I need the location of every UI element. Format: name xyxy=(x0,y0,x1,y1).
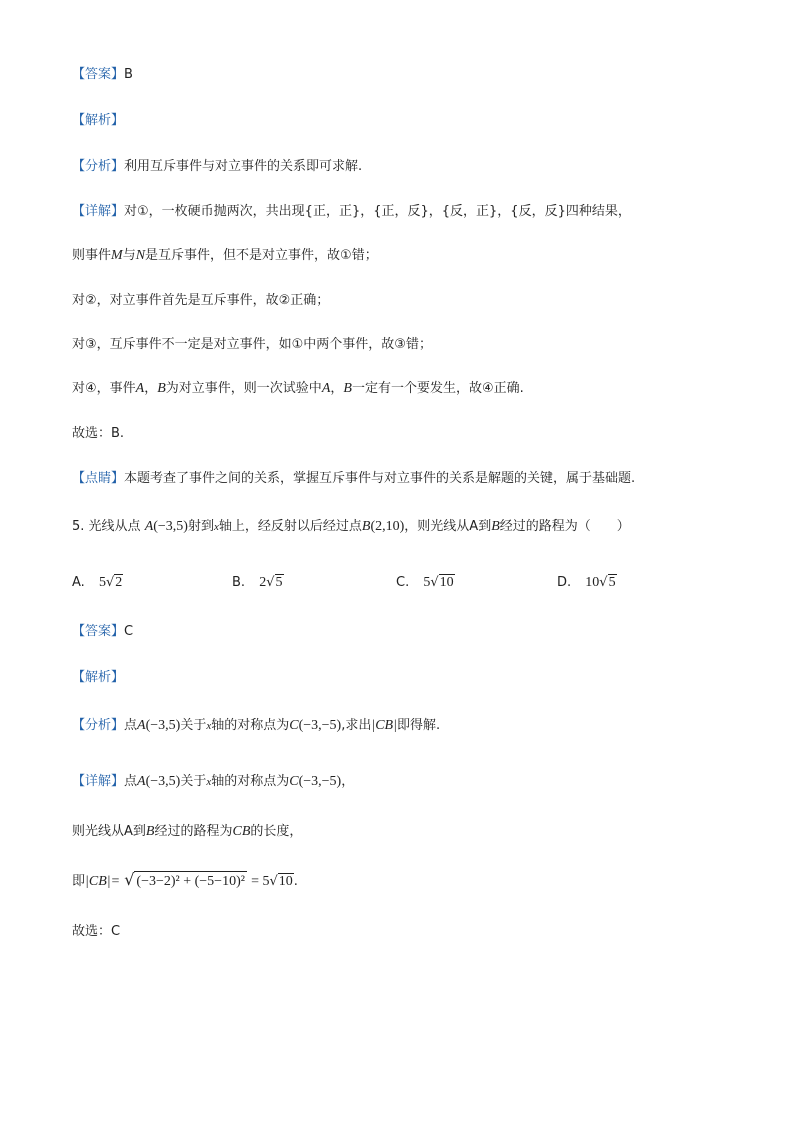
math-var: B xyxy=(343,381,352,396)
q4-xiangjie-line1 xyxy=(72,202,631,222)
text: 轴的对称点为 xyxy=(211,718,290,733)
math-var: A xyxy=(321,381,331,396)
option-coef: 2 xyxy=(259,575,267,590)
xiangjie-text: 对①，一枚硬币抛两次，共出现{正，正}，{正，反}，{反，正}，{反，反}四种结果， xyxy=(124,204,631,219)
q5-fenxi xyxy=(72,716,440,736)
option-label: C. xyxy=(396,575,410,590)
q4-xiangjie-line2 xyxy=(72,246,378,266)
text: 经过的路程为 xyxy=(154,824,233,839)
text: 与 xyxy=(122,248,136,263)
q5-answer xyxy=(72,622,133,642)
text: 则光线从A到 xyxy=(72,824,146,839)
text: 关于 xyxy=(180,774,207,789)
q4-jiexi xyxy=(72,111,124,131)
sqrt-icon: √ xyxy=(269,874,278,889)
option-coef: 5 xyxy=(98,575,106,590)
option-label: A. xyxy=(72,575,85,590)
q4-fenxi xyxy=(72,157,362,177)
sqrt-icon: √ xyxy=(430,575,439,590)
option-a[interactable] xyxy=(72,573,123,593)
math-result-radicand: 10 xyxy=(278,874,293,889)
math-var: A xyxy=(135,381,145,396)
option-radicand: 10 xyxy=(439,575,454,590)
q4-guxuan xyxy=(72,424,124,444)
text: 轴的对称点为 xyxy=(211,774,290,789)
text: 对②，对立事件首先是互斥事件，故②正确； xyxy=(72,293,330,308)
text: 对④，事件 xyxy=(72,381,136,396)
math-var: C xyxy=(289,774,299,789)
option-coef: 10 xyxy=(585,575,600,590)
q4-answer xyxy=(72,65,133,85)
text: 5. 光线从点 xyxy=(72,519,141,534)
q4-xiangjie-line3 xyxy=(72,291,329,311)
answer-tag: 【答案】 xyxy=(72,67,125,82)
option-radicand: 2 xyxy=(115,575,123,590)
math-radicand: (−3−2)² + (−5−10)² xyxy=(134,871,247,892)
text: 射到 xyxy=(187,519,214,534)
text: 对③，互斥事件不一定是对立事件，如①中两个事件，故③错； xyxy=(72,337,432,352)
text: 点 xyxy=(124,718,138,733)
math-var: x xyxy=(206,776,212,788)
text: 经过的路程为（ ） xyxy=(499,519,630,534)
math-var: A xyxy=(137,774,146,789)
math-var: B xyxy=(145,824,155,839)
math-coord: (−3,5) xyxy=(145,774,181,789)
q4-dianjing xyxy=(72,469,635,489)
xiangjie-tag: 【详解】 xyxy=(72,204,125,219)
text: 故选：C xyxy=(72,924,121,939)
text: 一定有一个要发生，故④正确. xyxy=(351,381,524,396)
option-d[interactable] xyxy=(557,573,617,593)
jiexi-tag: 【解析】 xyxy=(72,670,125,685)
math-var: A xyxy=(144,519,154,534)
math-var: x xyxy=(214,521,219,533)
math-coord: (−3,−5) xyxy=(298,774,342,789)
answer-value: C xyxy=(124,624,134,639)
text: . xyxy=(293,874,298,889)
math-var: CB xyxy=(232,824,251,839)
option-radicand: 5 xyxy=(275,575,283,590)
jiexi-tag: 【解析】 xyxy=(72,113,125,128)
q5-xiangjie-line1 xyxy=(72,772,354,792)
text: 是互斥事件，但不是对立事件，故①错； xyxy=(145,248,378,263)
math-var: N xyxy=(135,248,146,263)
math-coord: (−3,−5) xyxy=(298,718,342,733)
q5-guxuan xyxy=(72,922,120,942)
sqrt-icon: √ xyxy=(105,575,115,590)
math-result-coef: = 5 xyxy=(251,874,270,889)
text: 则事件 xyxy=(72,248,112,263)
math-var: C xyxy=(289,718,299,733)
text: ， xyxy=(341,774,355,789)
q5-xiangjie-line2 xyxy=(72,822,302,842)
option-b[interactable] xyxy=(232,573,284,593)
text: 的长度， xyxy=(250,824,303,839)
option-coef: 5 xyxy=(423,575,431,590)
q4-xiangjie-line4 xyxy=(72,335,432,355)
text: 故选：B. xyxy=(72,426,125,441)
answer-tag: 【答案】 xyxy=(72,624,125,639)
math-var: x xyxy=(206,720,212,732)
dianjing-text: 本题考查了事件之间的关系，掌握互斥事件与对立事件的关系是解题的关键，属于基础题. xyxy=(124,471,636,486)
sqrt-icon: √ xyxy=(124,870,135,889)
math-var: M xyxy=(111,248,123,263)
text: ,求出 xyxy=(341,718,372,733)
text: 即 xyxy=(72,874,86,889)
sqrt-icon: √ xyxy=(266,575,275,590)
option-radicand: 5 xyxy=(608,575,616,590)
text: ，则光线从A到 xyxy=(404,519,492,534)
sqrt-icon: √ xyxy=(599,575,608,590)
option-c[interactable] xyxy=(396,573,455,593)
math-var: B xyxy=(157,381,166,396)
math-expr: |CB| xyxy=(371,718,397,733)
q5-xiangjie-line3 xyxy=(72,870,298,892)
math-expr: |CB|= xyxy=(85,874,121,889)
math-var: B xyxy=(491,519,500,534)
math-coord: (−3,5) xyxy=(153,519,188,534)
option-label: B. xyxy=(232,575,246,590)
option-label: D. xyxy=(557,575,572,590)
text: ， xyxy=(330,381,344,396)
fenxi-tag: 【分析】 xyxy=(72,718,125,733)
text: 关于 xyxy=(180,718,207,733)
xiangjie-tag: 【详解】 xyxy=(72,774,125,789)
text: 点 xyxy=(124,774,138,789)
math-coord: (−3,5) xyxy=(145,718,181,733)
math-coord: (2,10) xyxy=(370,519,405,534)
fenxi-tag: 【分析】 xyxy=(72,159,125,174)
math-var: A xyxy=(137,718,146,733)
text: 轴上，经反射以后经过点 xyxy=(218,519,362,534)
q4-xiangjie-line5 xyxy=(72,379,524,399)
text: 即得解. xyxy=(396,718,441,733)
math-var: B xyxy=(361,519,371,534)
text: ， xyxy=(144,381,158,396)
answer-value: B xyxy=(124,67,133,82)
dianjing-tag: 【点睛】 xyxy=(72,471,125,486)
fenxi-text: 利用互斥事件与对立事件的关系即可求解. xyxy=(124,159,363,174)
text: 为对立事件，则一次试验中 xyxy=(165,381,322,396)
q5-stem xyxy=(72,517,630,537)
q5-jiexi xyxy=(72,668,124,688)
